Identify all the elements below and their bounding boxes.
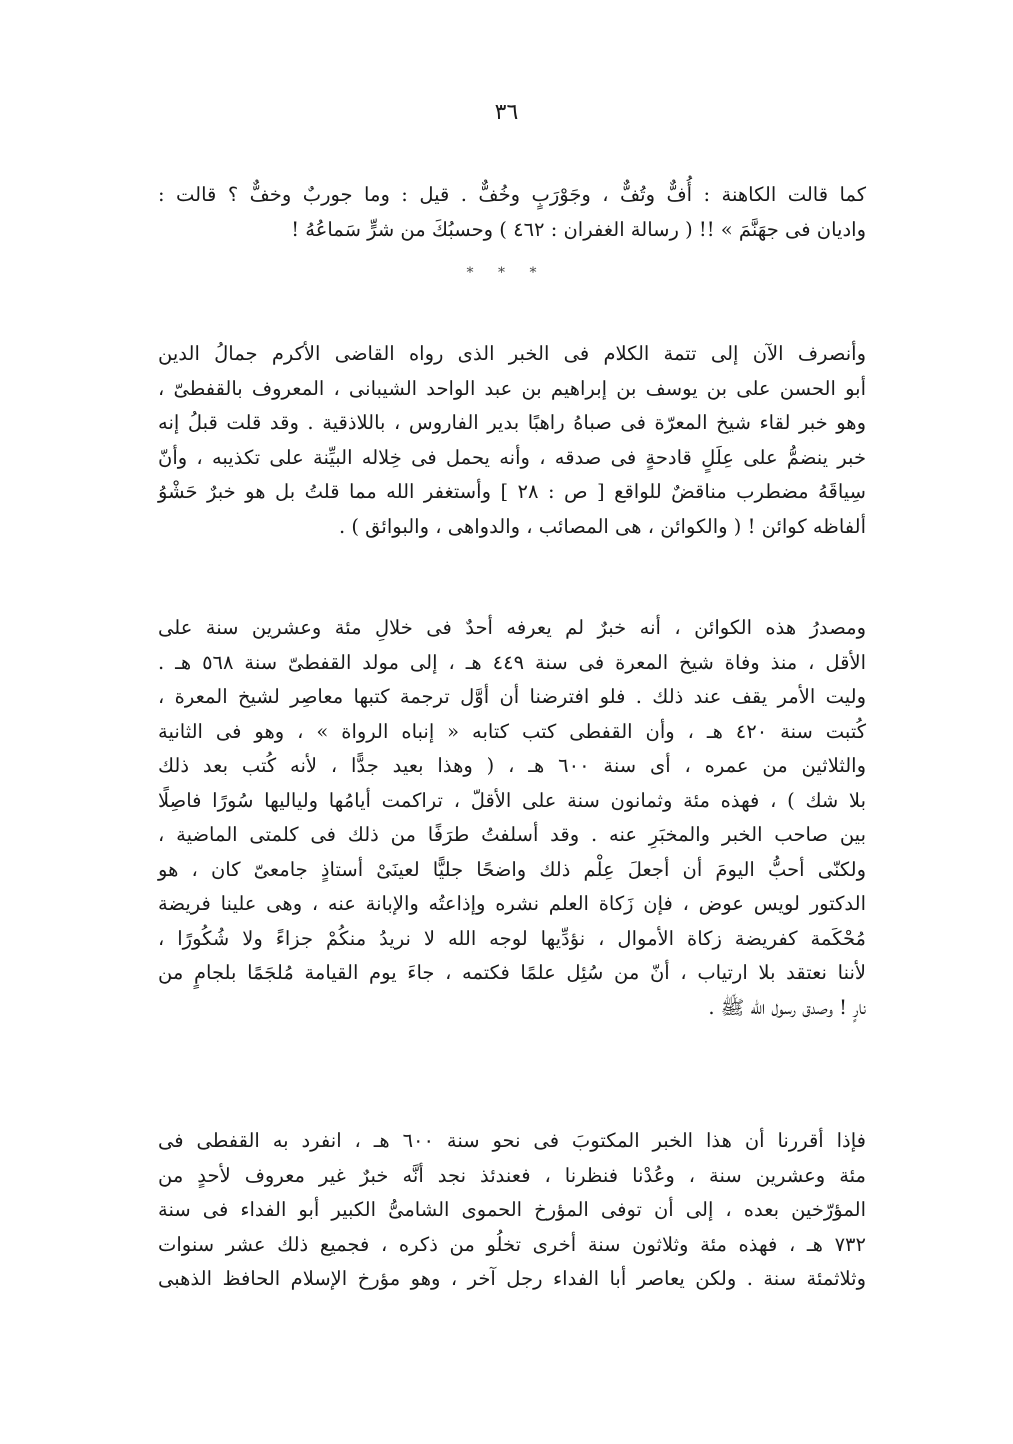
text-line: وأنصرف الآن إلى تتمة الكلام فى الخبر الذى رواه القاضى الأكرم جمالُ الدين (158, 342, 866, 365)
section-separator: * * * (466, 265, 547, 281)
text-line: المؤرّخين بعده ، إلى أن توفى المؤرخ الحموى الشامىُّ الكبير أبو الفداء فى سنة (158, 1198, 866, 1221)
text-line: أبو الحسن على بن يوسف بن إبراهيم بن عبد الواحد الشيبانى ، المعروف بالقفطىّ ، (158, 376, 866, 400)
page-number: ٣٦ (494, 100, 519, 125)
paragraph-2 (158, 611, 866, 1025)
text-line: الأقل ، منذ وفاة شيخ المعرة فى سنة ٤٤٩ هـ ، إلى مولد القفطىّ سنة ٥٦٨ هـ . (158, 650, 866, 674)
text-line: ولكنّى أحبُّ اليومَ أن أجعلَ عِلْم ذلك واضحًا جليًّا لعينَىْ أستاذٍ جامعىّ كان ، هو (158, 857, 866, 881)
text-line: بين صاحب الخبر والمخبَرِ عنه . وقد أسلفتُ طرَفًا من ذلك فى كلمتى الماضية ، (158, 823, 866, 846)
text-line: خبر ينضمُّ على عِلَلٍ قادحةٍ فى صدقه ، وأنه يحمل فى خِلاله البيِّنة على تكذيبه ، وأنّ (158, 445, 866, 469)
text-line: واديان فى جهَنَّمَ » !! ( رسالة الغفران : ٤٦٢ ) وحسبُكَ من شرٍّ سَماعُهُ ! (291, 217, 866, 241)
text-line: والثلاثين من عمره ، أى سنة ٦٠٠ هـ ، ( وهذا بعيد جدًّا ، لأنه كُتب بعد ذلك (158, 754, 867, 777)
paragraph-1 (158, 337, 866, 544)
text-line: ٧٣٢ هـ ، فهذه مئة وثلاثون سنة أخرى تخلُو من ذكره ، فجميع ذلك عشر سنوات (158, 1232, 866, 1256)
text-line: كما قالت الكاهنة : أُفٌّ وتُفٌّ ، وجَوْرَبٍ وخُفٌّ . قيل : وما جوربٌ وخفٌّ ؟ قالت : (158, 183, 866, 206)
text-line: فإذا أقررنا أن هذا الخبر المكتوبَ فى نحو سنة ٦٠٠ هـ ، انفرد به القفطى فى (158, 1129, 866, 1152)
text-line: مُحْكَمة كفريضة زكاة الأموال ، نؤدِّيها لوجه الله لا نريدُ منكُمْ جزاءً ولا شُكُورًا ، (158, 926, 866, 950)
text-line: لأننا نعتقد بلا ارتياب ، أنّ من سُئِل علمًا فكتمه ، جاءَ يوم القيامة مُلجَمًا بلجامٍ من (158, 961, 866, 984)
text-line: وليت الأمر يقف عند ذلك . فلو افترضنا أن أوَّل ترجمة كتبها معاصِر لشيخ المعرة ، (158, 685, 866, 708)
text-line: وهو خبر لقاء شيخ المعرّة فى صباهُ راهبًا بدير الفاروس ، باللاذقية . وقد قلت قبلُ إنه (158, 411, 866, 434)
text-line: نارٍ ! وصدق رسول الله ﷺ . (708, 995, 866, 1019)
text-line: ألفاظه كوائن ! ( والكوائن ، هى المصائب ، والدواهى ، والبوائق ) . (338, 514, 866, 538)
text-line: مئة وعشرين سنة ، وعُدْنا فنظرنا ، فعندئذ نجد أنَّه خبرٌ غير معروف لأحدٍ من (158, 1163, 866, 1187)
text-line: الدكتور لويس عوض ، فإن زَكاة العلم نشره وإذاعتُه والإبانة عنه ، وهى علينا فريضة (158, 892, 866, 915)
paragraph-quote-ending (158, 178, 866, 247)
text-line: ومصدرُ هذه الكوائن ، أنه خبرٌ لم يعرفه أحدٌ فى خلالِ مئة وعشرين سنة على (158, 616, 866, 639)
text-line: كُتبت سنة ٤٢٠ هـ ، وأن القفطى كتب كتابه « إنباه الرواة » ، وهو فى الثانية (158, 719, 866, 743)
text-line: وثلاثمئة سنة . ولكن يعاصر أبا الفداء رجل آخر ، وهو مؤرخ الإسلام الحافظ الذهبى (158, 1267, 866, 1290)
paragraph-3 (158, 1124, 866, 1297)
text-line: بلا شك ) ، فهذه مئة وثمانون سنة على الأقلّ ، تراكمت أيامُها ولياليها سُورًا فاصِلًا (158, 788, 866, 812)
text-line: سِياقَهُ مضطرب مناقضٌ للواقع [ ص : ٢٨ ] وأستغفر الله مما قلتُ بل هو خبرٌ حَشْوُ (158, 480, 866, 503)
